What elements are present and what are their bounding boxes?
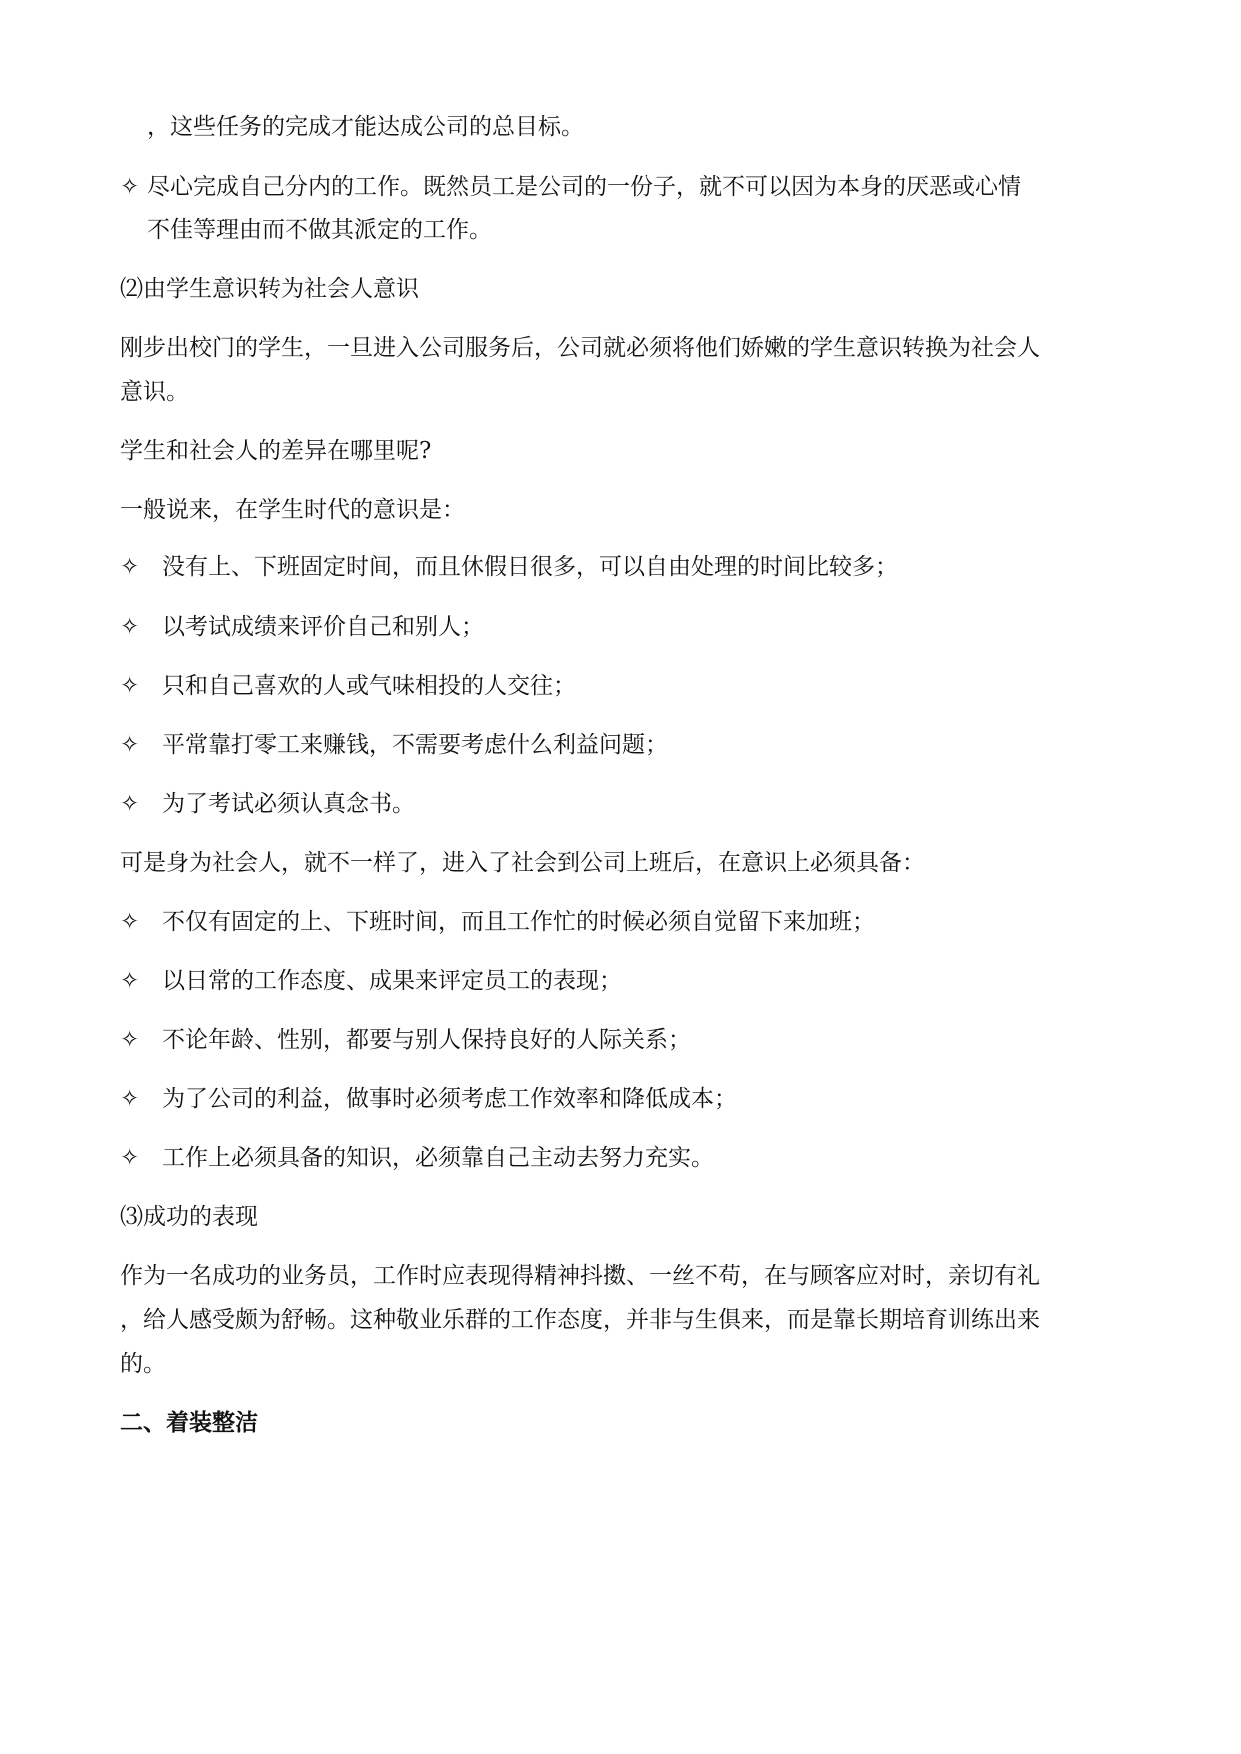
bullet-item: 工作上必须具备的知识，必须靠自己主动去努力充实。 xyxy=(162,1145,714,1171)
text-line: 不佳等理由而不做其派定的工作。 xyxy=(147,217,492,243)
text-line: ，这些任务的完成才能达成公司的总目标。 xyxy=(147,114,584,140)
section-heading: 二、着装整洁 xyxy=(120,1410,258,1436)
section-subheading: ⑵由学生意识转为社会人意识 xyxy=(120,276,419,302)
bullet-item: 以考试成绩来评价自己和别人； xyxy=(162,614,484,640)
bullet-icon: ✧ xyxy=(120,1086,140,1112)
bullet-item: 为了公司的利益，做事时必须考虑工作效率和降低成本； xyxy=(162,1086,737,1112)
paragraph-line: 一般说来，在学生时代的意识是： xyxy=(120,497,465,523)
bullet-item: 为了考试必须认真念书。 xyxy=(162,791,415,817)
section-subheading: ⑶成功的表现 xyxy=(120,1204,258,1230)
bullet-item: 不仅有固定的上、下班时间，而且工作忙的时候必须自觉留下来加班； xyxy=(162,909,875,935)
bullet-item: 没有上、下班固定时间，而且休假日很多，可以自由处理的时间比较多； xyxy=(162,554,898,580)
bullet-icon: ✧ xyxy=(120,968,140,994)
bullet-icon: ✧ xyxy=(120,174,140,200)
bullet-icon: ✧ xyxy=(120,909,140,935)
paragraph-line: 刚步出校门的学生，一旦进入公司服务后，公司就必须将他们娇嫩的学生意识转换为社会人 xyxy=(120,335,1040,361)
bullet-item: 以日常的工作态度、成果来评定员工的表现； xyxy=(162,968,622,994)
paragraph-line: 学生和社会人的差异在哪里呢? xyxy=(120,438,432,464)
bullet-icon: ✧ xyxy=(120,554,140,580)
paragraph-line: 意识。 xyxy=(120,379,189,405)
paragraph-line: 作为一名成功的业务员，工作时应表现得精神抖擞、一丝不苟，在与顾客应对时，亲切有礼 xyxy=(120,1263,1040,1289)
bullet-item: 只和自己喜欢的人或气味相投的人交往； xyxy=(162,673,576,699)
bullet-icon: ✧ xyxy=(120,1145,140,1171)
paragraph-line: 可是身为社会人，就不一样了，进入了社会到公司上班后，在意识上必须具备： xyxy=(120,850,925,876)
bullet-icon: ✧ xyxy=(120,791,140,817)
bullet-icon: ✧ xyxy=(120,673,140,699)
bullet-item: 平常靠打零工来赚钱，不需要考虑什么利益问题； xyxy=(162,732,668,758)
bullet-item: 不论年龄、性别，都要与别人保持良好的人际关系； xyxy=(162,1027,691,1053)
bullet-item: 尽心完成自己分内的工作。既然员工是公司的一份子，就不可以因为本身的厌恶或心情 xyxy=(147,174,1021,200)
bullet-icon: ✧ xyxy=(120,614,140,640)
paragraph-line: 的。 xyxy=(120,1351,166,1377)
bullet-icon: ✧ xyxy=(120,732,140,758)
paragraph-line: ，给人感受颇为舒畅。这种敬业乐群的工作态度，并非与生俱来，而是靠长期培育训练出来 xyxy=(120,1307,1040,1333)
bullet-icon: ✧ xyxy=(120,1027,140,1053)
